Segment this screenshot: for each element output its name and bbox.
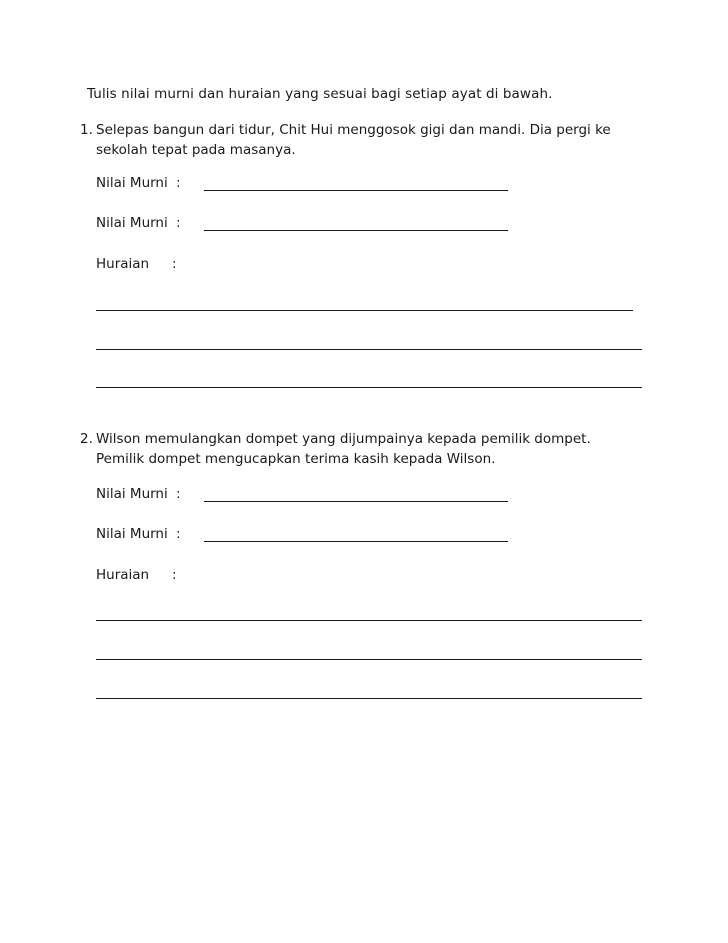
question-number: 2. <box>80 431 93 447</box>
question-line: Selepas bangun dari tidur, Chit Hui menggosok gigi dan mandi. Dia pergi ke <box>96 122 611 138</box>
field-colon: : <box>172 256 177 272</box>
nilai-murni-label: Nilai Murni <box>96 175 168 191</box>
nilai-murni-answer-blank[interactable] <box>204 230 508 231</box>
question-2 <box>80 429 680 583</box>
nilai-murni-label: Nilai Murni <box>96 526 168 542</box>
huraian-answer-line[interactable] <box>96 387 642 388</box>
nilai-murni-label: Nilai Murni <box>96 215 168 231</box>
huraian-answer-line[interactable] <box>96 620 642 621</box>
nilai-murni-answer-blank[interactable] <box>204 501 508 502</box>
nilai-murni-label: Nilai Murni <box>96 486 168 502</box>
field-colon: : <box>172 567 177 583</box>
question-line: Pemilik dompet mengucapkan terima kasih kepada Wilson. <box>96 451 496 467</box>
question-statement <box>96 429 680 469</box>
nilai-murni-answer-blank[interactable] <box>204 190 508 191</box>
huraian-answer-line[interactable] <box>96 698 642 699</box>
question-text <box>80 120 680 160</box>
instruction-text: Tulis nilai murni dan huraian yang sesuai bagi setiap ayat di bawah. <box>87 86 553 102</box>
field-colon: : <box>176 486 181 502</box>
question-number: 1. <box>80 122 93 138</box>
question-text <box>80 429 680 469</box>
question-line: sekolah tepat pada masanya. <box>96 142 296 158</box>
huraian-label: Huraian <box>96 567 150 583</box>
field-colon: : <box>176 526 181 542</box>
field-colon: : <box>176 215 181 231</box>
huraian-answer-line[interactable] <box>96 310 633 311</box>
huraian-label: Huraian <box>96 256 150 272</box>
huraian-answer-line[interactable] <box>96 659 642 660</box>
field-colon: : <box>176 175 181 191</box>
nilai-murni-answer-blank[interactable] <box>204 541 508 542</box>
huraian-answer-line[interactable] <box>96 349 642 350</box>
question-line: Wilson memulangkan dompet yang dijumpainya kepada pemilik dompet. <box>96 431 591 447</box>
question-1 <box>80 120 680 272</box>
question-statement <box>96 120 680 160</box>
